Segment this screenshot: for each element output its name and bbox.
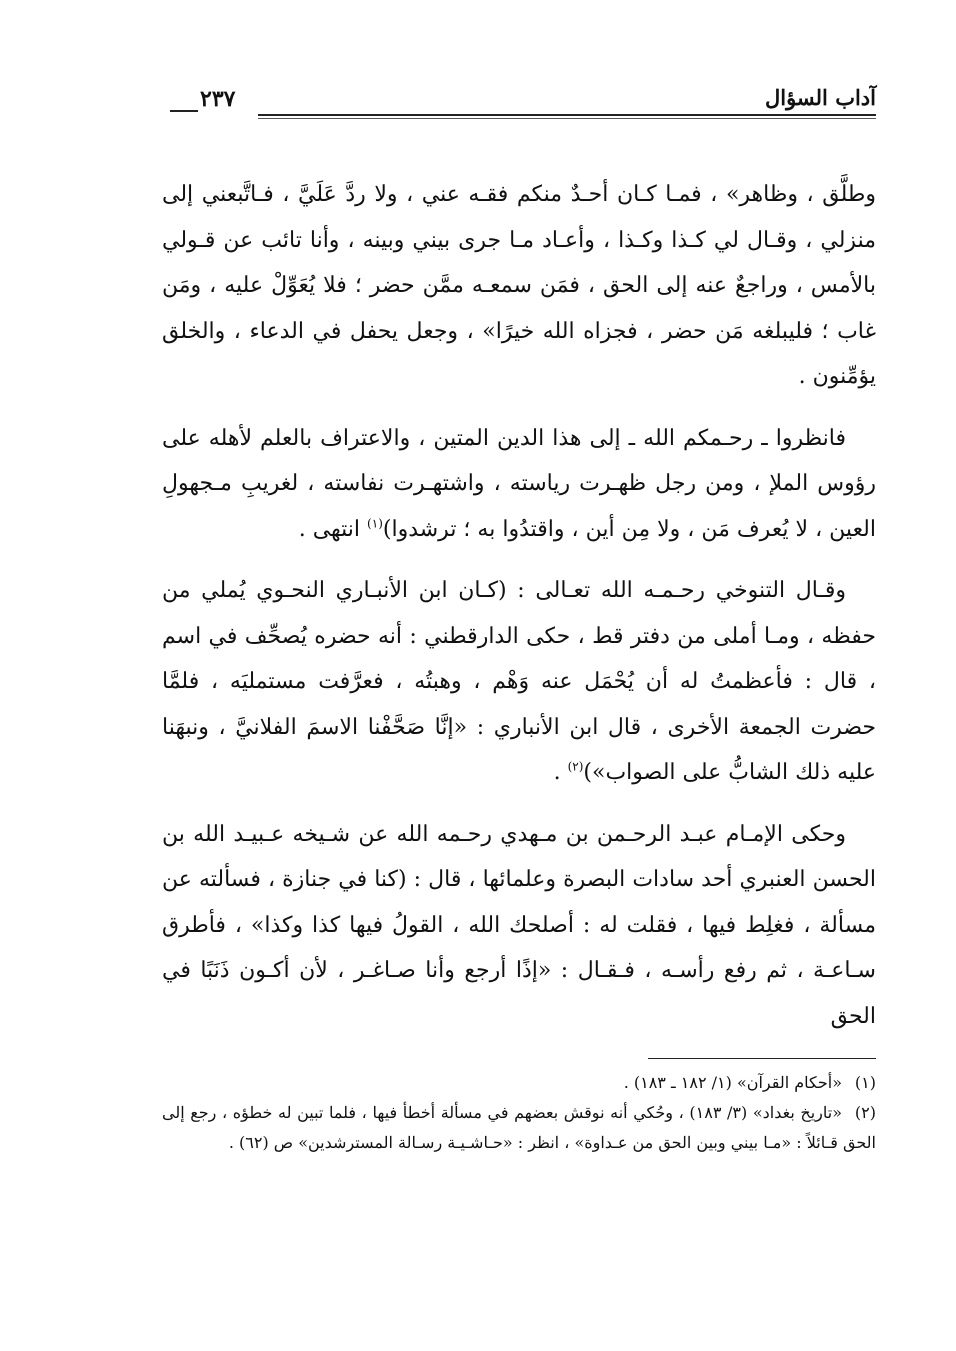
footnote-1-text: «أحكام القرآن» (١/ ١٨٢ ـ ١٨٣) . [623, 1073, 842, 1092]
page-header [170, 84, 876, 124]
main-text [162, 172, 876, 1055]
footnote-1 [162, 1068, 876, 1098]
paragraph-3-text: وقـال التنوخي رحـمـه الله تعـالى : (كـان ابن الأنبـاري النحـوي يُملي من حفظه ، ومـا أملى من دفتر قط ، حكى الدارقطني : أنه حضره يُصحِّف في اسم ، قال : فأعظمتُ له أن يُحْمَل عنه وَهْم ، وهبتُه ، فعرَّفت مستمليَه ، فلمَّا حضرت الجمعة الأخرى ، قال ابن الأنباري : «إنَّا صَحَّفْنا الاسمَ الفلانيَّ ، ونبهَنا عليه ذلك الشابُّ على الصواب») [162, 578, 876, 785]
running-title: آداب السؤال [764, 85, 876, 110]
paragraph-2 [162, 416, 876, 553]
footnote-separator [648, 1058, 876, 1059]
paragraph-3-tail: . [553, 760, 568, 785]
footnotes [162, 1068, 876, 1158]
page-number: ٢٣٧ [200, 86, 236, 112]
paragraph-1: وطلَّق ، وظاهر» ، فمـا كـان أحـدٌ منكم فقـه عني ، ولا ردَّ عَلَيَّ ، فـاتَّبعني إلى منزلي ، وقـال لي كـذا وكـذا ، وأعـاد مـا جرى بيني وبينه ، وأنا تائب عن قـولي بالأمس ، وراجعٌ عنه إلى الحق ، فمَن سمعـه ممَّن حضر ؛ فلا يُعَوِّلْ عليه ، ومَن غاب ؛ فليبلغه مَن حضر ، فجزاه الله خيرًا» ، وجعل يحفل في الدعاء ، والخلق يؤمِّنون . [162, 182, 876, 389]
footnote-ref-1[interactable]: (١) [367, 516, 383, 531]
page-number-dash [170, 110, 198, 112]
paragraph-2-text: فانظروا ـ رحـمكم الله ـ إلى هذا الدين المتين ، والاعتراف بالعلم لأهله على رؤوس الملإ ، ومن رجل ظهـرت رياسته ، واشتهـرت نفاسته ، لغريبِ مـجهولِ العين ، لا يُعرف مَن ، ولا مِن أين ، واقتدُوا به ؛ ترشدوا) [162, 425, 876, 542]
footnote-ref-2[interactable]: (٢) [567, 759, 584, 774]
header-rule [258, 114, 876, 119]
paragraph-4: وحكى الإمـام عبـد الرحـمن بن مـهدي رحـمه الله عن شـيخه عـبيـد الله بن الحسن العنبري أحد سادات البصرة وعلمائها ، قال : (كنا في جنازة ، فسألته عن مسألة ، فغلِط فيها ، فقلت له : أصلحك الله ، القولُ فيها كذا وكذا» ، فأطرق سـاعـة ، ثم رفع رأسـه ، فـقـال : «إذًا أرجع وأنا صـاغـر ، لأن أكـون ذَنَبًا في الحق [162, 821, 876, 1029]
paragraph-3 [162, 568, 876, 796]
paragraph-2-tail: انتهى . [298, 516, 368, 542]
footnote-1-number: (١) [854, 1073, 876, 1092]
footnote-2-text: «تاريخ بغداد» (٣/ ١٨٣) ، وحُكي أنه نوقش بعضهم في مسألة أخطأ فيها ، فلما تبين له خطؤه ، رجع إلى الحق قـائلاً : «مـا بيني وبين الحق من عـداوة» ، انظر : «حـاشـيـة رسـالة المسترشدين» ص (٦٢) . [162, 1103, 876, 1152]
footnote-2-number: (٢) [854, 1103, 877, 1122]
footnote-2 [162, 1098, 876, 1158]
